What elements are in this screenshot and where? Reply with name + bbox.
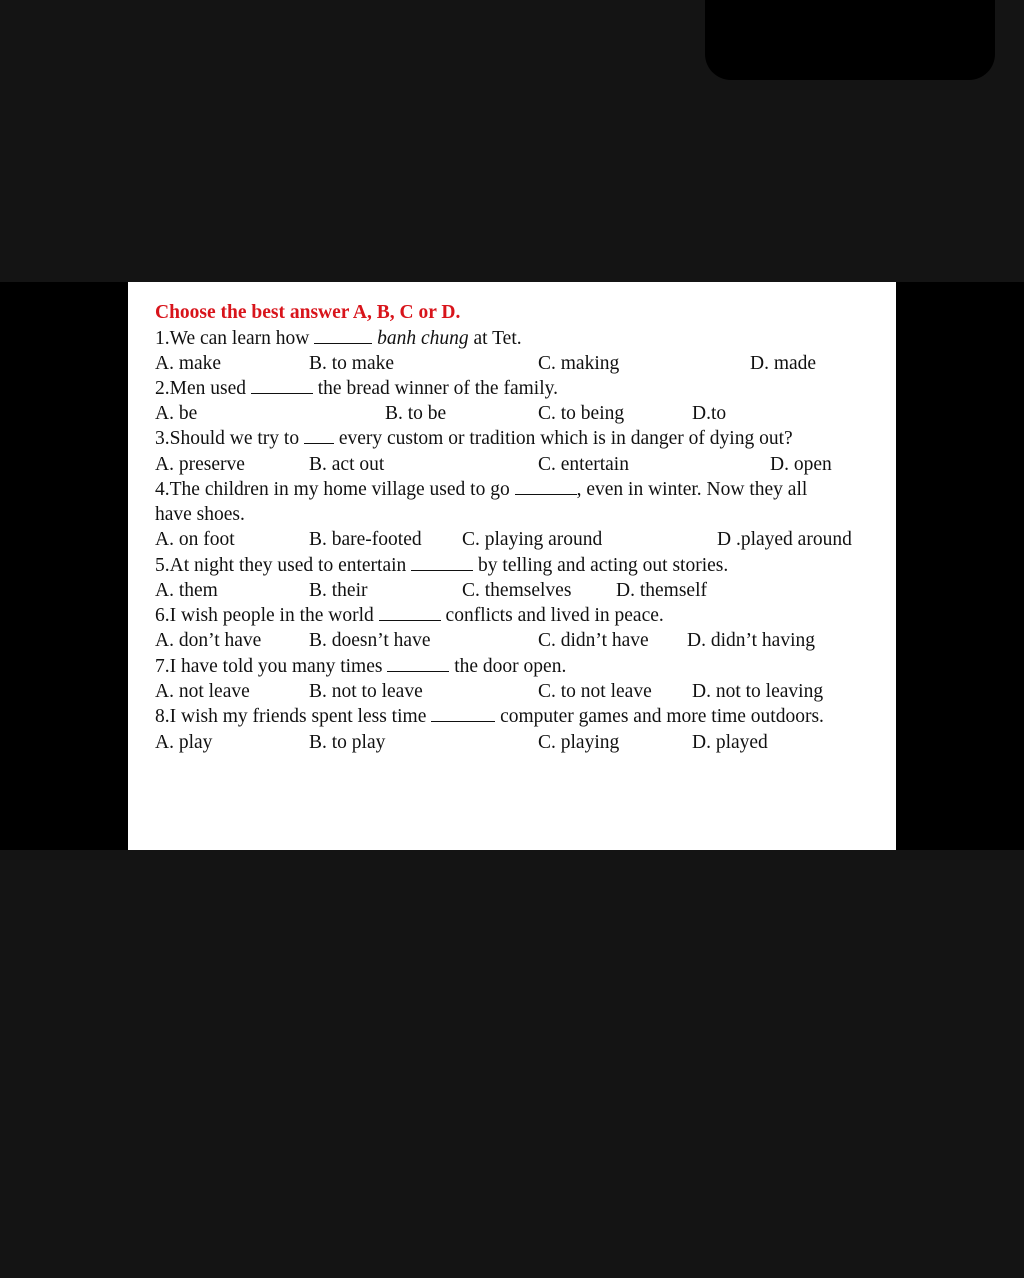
question-6-option-a: A. don’t have — [155, 630, 262, 651]
question-6-option-c: C. didn’t have — [538, 630, 649, 651]
question-8-option-d: D. played — [692, 732, 768, 753]
question-4-option-a: A. on foot — [155, 529, 235, 550]
question-6-option-b: B. doesn’t have — [309, 630, 431, 651]
answer-blank — [314, 329, 372, 344]
question-8-option-c: C. playing — [538, 732, 620, 753]
question-5-option-b: B. their — [309, 580, 368, 601]
question-7-option-b: B. not to leave — [309, 681, 423, 702]
question-5-option-c: C. themselves — [462, 580, 572, 601]
question-8-stem: 8.I wish my friends spent less time computer games and more time outdoors. — [155, 706, 824, 727]
question-1-option-a: A. make — [155, 353, 222, 374]
question-2-option-b: B. to be — [385, 403, 447, 424]
question-1-option-c: C. making — [538, 353, 620, 374]
question-4-stem-line2: have shoes. — [155, 504, 245, 525]
worksheet — [128, 282, 896, 850]
question-2-option-c: C. to being — [538, 403, 625, 424]
question-6-stem: 6.I wish people in the world conflicts and lived in peace. — [155, 605, 664, 626]
camera-notch — [705, 0, 995, 80]
question-1-stem: 1.We can learn how banh chung at Tet. — [155, 328, 522, 349]
question-4-option-d: D .played around — [717, 529, 852, 550]
question-3-option-d: D. open — [770, 454, 832, 475]
question-2-option-a: A. be — [155, 403, 198, 424]
question-7-option-c: C. to not leave — [538, 681, 652, 702]
worksheet-title: Choose the best answer A, B, C or D. — [155, 302, 461, 323]
answer-blank — [304, 429, 334, 444]
question-7-option-a: A. not leave — [155, 681, 250, 702]
question-5-option-a: A. them — [155, 580, 218, 601]
bottom-background — [0, 850, 1024, 1278]
question-3-stem: 3.Should we try to every custom or tradition which is in danger of dying out? — [155, 428, 793, 449]
answer-blank — [251, 379, 313, 394]
answer-blank — [411, 556, 473, 571]
question-5-stem: 5.At night they used to entertain by telling and acting out stories. — [155, 555, 729, 576]
answer-blank — [387, 657, 449, 672]
question-4-stem: 4.The children in my home village used to go , even in winter. Now they all — [155, 479, 808, 500]
question-7-option-d: D. not to leaving — [692, 681, 824, 702]
question-4-option-c: C. playing around — [462, 529, 603, 550]
answer-blank — [515, 480, 577, 495]
question-3-option-c: C. entertain — [538, 454, 629, 475]
question-2-stem: 2.Men used the bread winner of the family. — [155, 378, 558, 399]
question-1-option-d: D. made — [750, 353, 817, 374]
question-6-option-d: D. didn’t having — [687, 630, 816, 651]
answer-blank — [379, 606, 441, 621]
question-5-option-d: D. themself — [616, 580, 707, 601]
answer-blank — [431, 707, 495, 722]
question-3-option-b: B. act out — [309, 454, 385, 475]
question-1-option-b: B. to make — [309, 353, 395, 374]
question-4-option-b: B. bare-footed — [309, 529, 422, 550]
question-8-option-a: A. play — [155, 732, 213, 753]
question-7-stem: 7.I have told you many times the door open. — [155, 656, 567, 677]
question-8-option-b: B. to play — [309, 732, 386, 753]
question-3-option-a: A. preserve — [155, 454, 245, 475]
question-2-option-d: D.to — [692, 403, 727, 424]
